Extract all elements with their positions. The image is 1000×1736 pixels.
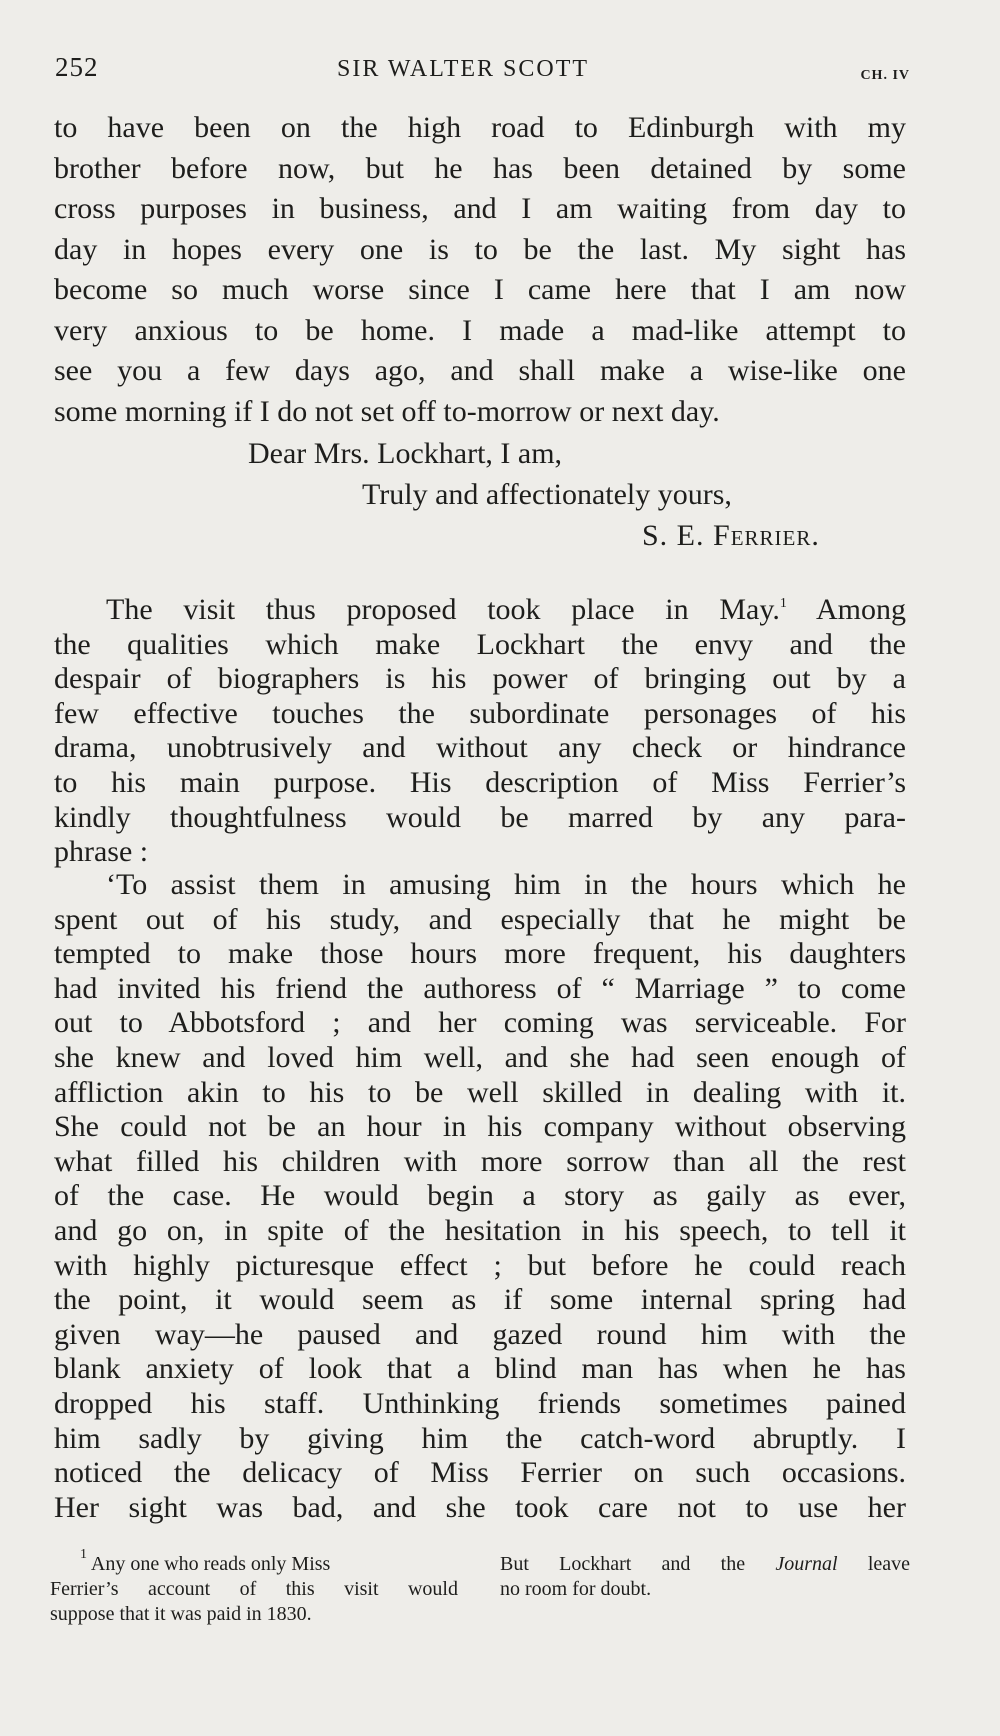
quote-line: him sadly by giving him the catch-word abruptly. I [54,1421,906,1455]
quote-line: dropped his staff. Unthinking friends sometimes pained [54,1386,906,1420]
quote-line: noticed the delicacy of Miss Ferrier on such occasions. [54,1456,906,1490]
footnote-reference-marker: 1 [779,596,787,611]
letter-line: cross purposes in business, and I am waiting from day to [54,192,906,225]
letter-salutation: Dear Mrs. Lockhart, I am, [248,437,563,470]
quote-line: affliction akin to his to be well skilled in dealing with it. [54,1075,906,1109]
footnote-line [50,1547,458,1577]
letter-line: brother before now, but he has been detained by some [54,151,906,185]
page-number: 252 [55,52,99,82]
quote-line: and go on, in spite of the hesitation in his speech, to tell it [54,1213,906,1247]
quoted-passage [54,868,906,1525]
quote-line: given way—he paused and gazed round him with the [54,1317,906,1351]
narrative-line: the qualities which make Lockhart the envy and the [54,627,906,661]
footnote-line [500,1552,910,1577]
quote-line: out to Abbotsford ; and her coming was serviceable. For [54,1006,906,1040]
footnote-text: leave [837,1553,911,1575]
footnote-line: Ferrier’s account of this visit would [50,1578,458,1600]
quote-line: had invited his friend the authoress of “ Marriage ” to come [54,971,906,1005]
narrative-line: phrase : [54,835,149,869]
letter-line: very anxious to be home. I made a mad-like attempt to [54,313,906,347]
narrative-line [54,593,906,628]
narrative-line: kindly thoughtfulness would be marred by any para- [54,800,906,834]
quote-line: she knew and loved him well, and she had seen enough of [54,1040,906,1074]
letter-signature: S. E. Ferrier. [642,519,820,552]
quote-line: the point, it would seem as if some internal spring had [54,1283,906,1317]
quote-line: blank anxiety of look that a blind man has when he has [54,1352,906,1386]
footnote-left-column [50,1547,458,1627]
narrative-paragraph [54,593,906,870]
chapter-reference: CH. IV [860,68,910,83]
letter-line: see you a few days ago, and shall make a wise-like one [54,354,906,387]
quote-line: what filled his children with more sorrow than all the rest [54,1144,906,1178]
letter-line: to have been on the high road to Edinburgh with my [54,111,906,144]
letter-line: become so much worse since I came here that I am now [54,273,906,306]
footnote-right-column [500,1552,910,1602]
quote-line: tempted to make those hours more frequent, his daughters [54,937,906,971]
page-header [55,48,910,88]
footnote-italic-title: Journal [775,1553,838,1575]
letter-line: some morning if I do not set off to-morrow or next day. [54,394,720,428]
narrative-line: despair of biographers is his power of bringing out by a [54,662,906,696]
narrative-line: drama, unobtrusively and without any check or hindrance [54,731,906,765]
narrative-line: few effective touches the subordinate personages of his [54,696,906,730]
quote-line: She could not be an hour in his company without observing [54,1110,906,1144]
narrative-first-text-end: Among [786,593,906,626]
footnote-text: But Lockhart and the [500,1553,776,1575]
footnote-line: suppose that it was paid in 1830. [50,1603,312,1625]
letter-text [54,108,906,432]
quote-line: ‘To assist them in amusing him in the hours which he [106,868,906,901]
running-title: SIR WALTER SCOTT [337,56,590,82]
narrative-line: to his main purpose. His description of Miss Ferrier’s [54,765,906,799]
letter-line: day in hopes every one is to be the last. My sight has [54,232,906,266]
letter-closing: Truly and affectionately yours, [362,478,732,511]
footnote-text: Any one who reads only Miss [87,1553,331,1575]
quote-line: spent out of his study, and especially that he might be [54,902,906,936]
narrative-first-text: The visit thus proposed took place in May. [106,593,780,626]
quote-line: Her sight was bad, and she took care not to use her [54,1490,906,1524]
footnote-line: no room for doubt. [500,1578,652,1600]
quote-line: with highly picturesque effect ; but before he could reach [54,1248,906,1282]
footnote-marker: 1 [80,1547,87,1562]
quote-line: of the case. He would begin a story as gaily as ever, [54,1179,906,1213]
